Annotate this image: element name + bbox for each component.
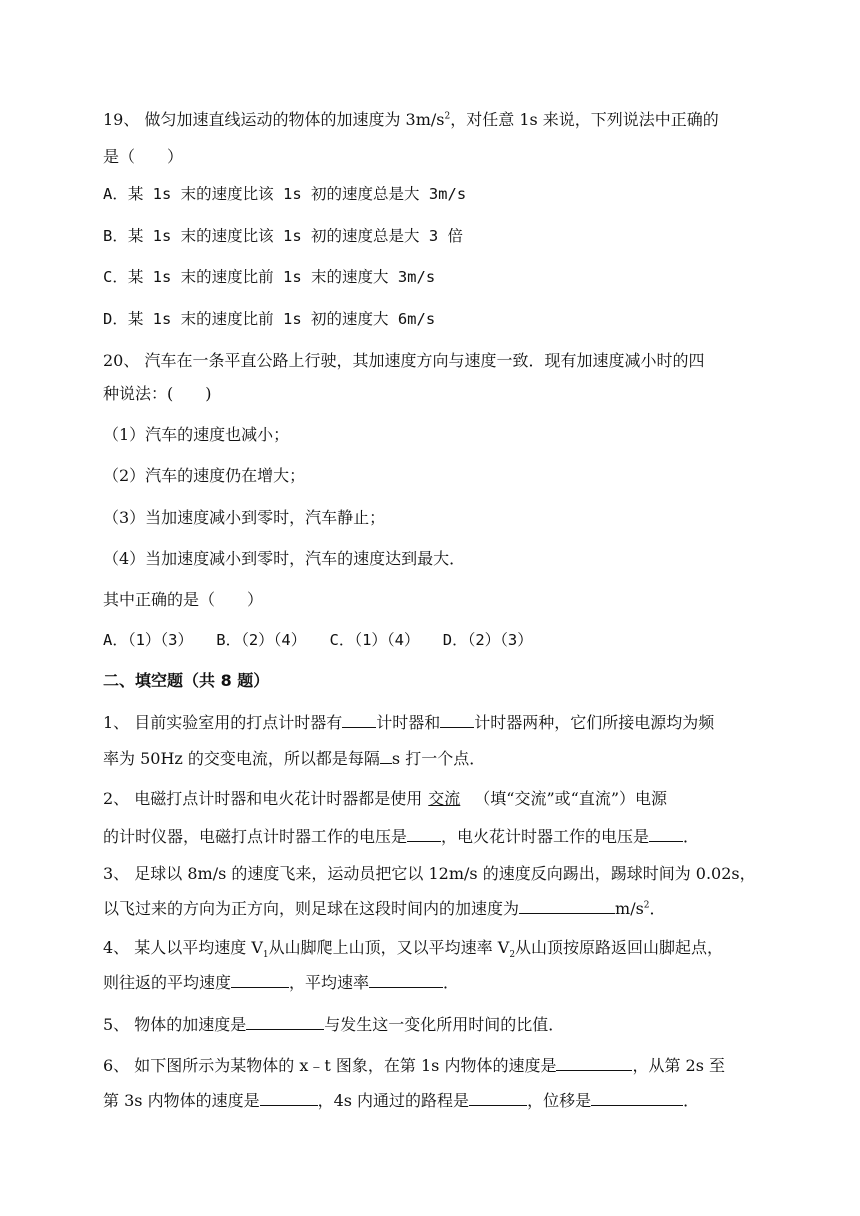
fill-3-line2: 以飞过来的方向为正方向，则足球在这段时间内的加速度为 $m/s^2$． bbox=[103, 899, 666, 918]
q19-option-b: B．某 1s 末的速度比该 1s 初的速度总是大 3 倍 bbox=[103, 227, 463, 245]
fill-4-line2: 则往返的平均速度 ，平均速率 ． bbox=[103, 973, 460, 992]
answer-blank[interactable] bbox=[231, 972, 289, 988]
section-heading-fill-in: 二、填空题（共 8 题） bbox=[103, 671, 270, 690]
q19-option-d: D．某 1s 末的速度比前 1s 初的速度大 6m/s bbox=[103, 310, 436, 328]
q20-stem-line2: 种说法：( ) bbox=[103, 384, 212, 403]
answer-blank[interactable] bbox=[591, 1090, 683, 1106]
answer-blank[interactable] bbox=[469, 1090, 527, 1106]
fill-6-line2: 第 3s 内物体的速度是 ，4s 内通过的路程是 ，位移是 ． bbox=[103, 1091, 700, 1110]
q20-statement-4: （4）当加速度减小到零时，汽车的速度达到最大． bbox=[103, 549, 466, 568]
q19-stem-line2: 是（ ） bbox=[103, 147, 184, 166]
fill-6-line1: 6、 如下图所示为某物体的 x﹣t 图象，在第 1s 内物体的速度是 ，从第 2s 至 bbox=[103, 1056, 726, 1075]
q19-stem-line1: 19、 做匀加速直线运动的物体的加速度为 $3m/s^2$，对任意 1s 来说，下列说法中正确的 bbox=[103, 110, 719, 129]
fill-3-line1: 3、 足球以 8m/s 的速度飞来，运动员把它以 12m/s 的速度反向踢出，踢球时间为 0.02s， bbox=[103, 864, 756, 883]
answer-blank[interactable] bbox=[260, 1090, 318, 1106]
answer-blank[interactable] bbox=[519, 898, 615, 914]
q19-option-c: C．某 1s 末的速度比前 1s 末的速度大 3m/s bbox=[103, 268, 436, 286]
answer-blank[interactable] bbox=[369, 972, 443, 988]
answer-blank[interactable] bbox=[649, 826, 683, 842]
q19-option-a: A．某 1s 末的速度比该 1s 初的速度总是大 3m/s bbox=[103, 185, 467, 203]
q20-statement-2: （2）汽车的速度仍在增大； bbox=[103, 466, 306, 485]
answer-blank[interactable] bbox=[380, 748, 392, 764]
answer-blank[interactable] bbox=[407, 826, 441, 842]
fill-1-line2: 率为 50Hz 的交变电流，所以都是每隔 s 打一个点． bbox=[103, 749, 486, 768]
fill-2-line1: 2、 电磁打点计时器和电火花计时器都是使用 交流 （填“交流”或“直流”）电源 bbox=[103, 789, 668, 808]
answer-blank[interactable] bbox=[440, 712, 474, 728]
filled-answer: 交流 bbox=[428, 789, 461, 808]
q20-question: 其中正确的是（ ） bbox=[103, 590, 264, 609]
fill-1-line1: 1、 目前实验室用的打点计时器有 计时器和 计时器两种，它们所接电源均为频 bbox=[103, 713, 715, 732]
q20-options: A．（1）（3） B．（2）（4） C．（1）（4） D．（2）（3） bbox=[103, 631, 533, 649]
fill-5: 5、 物体的加速度是 与发生这一变化所用时间的比值． bbox=[103, 1015, 565, 1034]
answer-blank[interactable] bbox=[342, 712, 376, 728]
answer-blank[interactable] bbox=[246, 1014, 324, 1030]
answer-blank[interactable] bbox=[556, 1055, 632, 1071]
q20-stem-line1: 20、 汽车在一条平直公路上行驶，其加速度方向与速度一致．现有加速度减小时的四 bbox=[103, 351, 705, 370]
fill-4-line1: 4、 某人以平均速度 $V_1$从山脚爬上山顶，又以平均速率 $V_2$从山顶按原路返回山脚起点， bbox=[103, 938, 724, 961]
q20-statement-1: （1）汽车的速度也减小； bbox=[103, 425, 290, 444]
q20-statement-3: （3）当加速度减小到零时，汽车静止； bbox=[103, 508, 386, 527]
fill-2-line2: 的计时仪器，电磁打点计时器工作的电压是 ，电火花计时器工作的电压是 ． bbox=[103, 827, 700, 846]
